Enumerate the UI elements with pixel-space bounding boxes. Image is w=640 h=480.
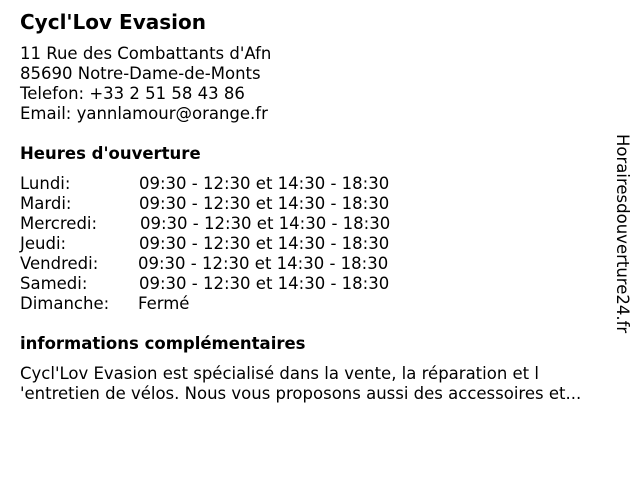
additional-info-heading: informations complémentaires — [20, 334, 306, 353]
hours-time: 09:30 - 12:30 et 14:30 - 18:30 — [139, 274, 390, 293]
watermark-text: Horairesdouverture24.fr — [613, 134, 632, 334]
hours-day: Dimanche: — [20, 294, 110, 313]
phone-number: Telefon: +33 2 51 58 43 86 — [20, 84, 245, 103]
hours-day: Samedi: — [20, 274, 88, 293]
info-line-1: Cycl'Lov Evasion est spécialisé dans la vente, la réparation et l — [20, 364, 539, 383]
business-contact — [20, 44, 271, 124]
site-watermark — [611, 134, 635, 344]
address-street: 11 Rue des Combattants d'Afn — [20, 44, 272, 63]
hours-day: Lundi: — [20, 174, 71, 193]
additional-info-text — [20, 364, 616, 404]
opening-hours-heading: Heures d'ouverture — [20, 144, 201, 163]
hours-time: 09:30 - 12:30 et 14:30 - 18:30 — [138, 254, 389, 273]
hours-day: Mardi: — [20, 194, 72, 213]
hours-day: Jeudi: — [20, 234, 67, 253]
hours-time: 09:30 - 12:30 et 14:30 - 18:30 — [139, 234, 390, 253]
hours-time: 09:30 - 12:30 et 14:30 - 18:30 — [140, 214, 391, 233]
email-address: Email: yannlamour@orange.fr — [20, 104, 268, 123]
info-line-2: 'entretien de vélos. Nous vous proposons aussi des accessoires et... — [20, 384, 582, 403]
address-city: 85690 Notre-Dame-de-Monts — [20, 64, 261, 83]
hours-day: Vendredi: — [20, 254, 99, 273]
hours-time: 09:30 - 12:30 et 14:30 - 18:30 — [139, 174, 390, 193]
hours-time: Fermé — [138, 294, 190, 313]
hours-time: 09:30 - 12:30 et 14:30 - 18:30 — [139, 194, 390, 213]
business-name: Cycl'Lov Evasion — [20, 10, 206, 34]
hours-day: Mercredi: — [20, 214, 98, 233]
